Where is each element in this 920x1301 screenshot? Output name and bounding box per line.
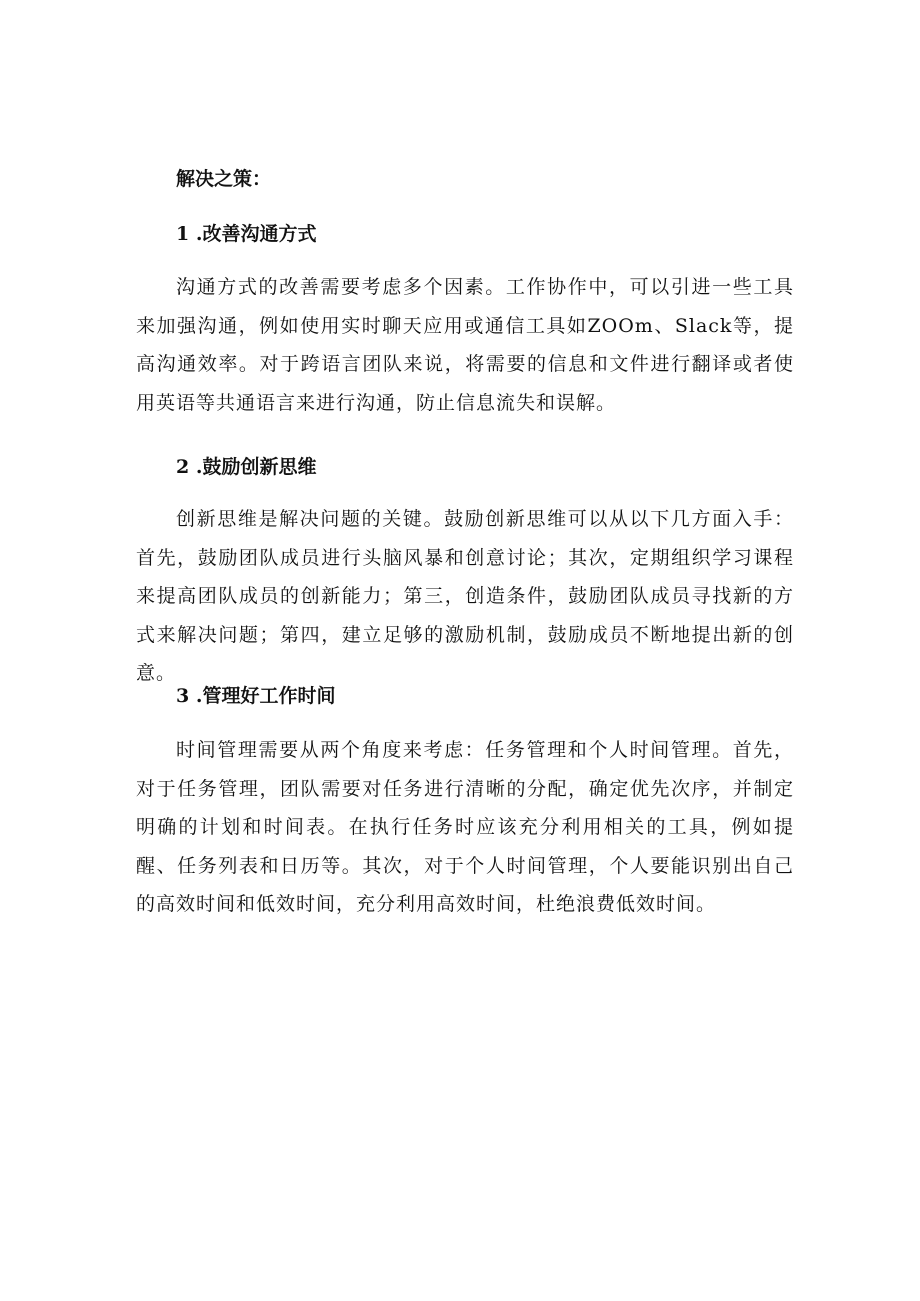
section-1-paragraph: 沟通方式的改善需要考虑多个因素。工作协作中，可以引进一些工具来加强沟通，例如使用实时聊天应用或通信工具如ZOOm、Slack等，提高沟通效率。对于跨语言团队来说，将需要的信息和文件进行翻译或者使用英语等共通语言来进行沟通，防止信息流失和误解。 [136, 276, 794, 414]
section-1-heading: 1 .改善沟通方式 [176, 223, 317, 245]
section-3-heading: 3 .管理好工作时间 [176, 685, 336, 707]
section-2-paragraph: 创新思维是解决问题的关键。鼓励创新思维可以从以下几方面入手：首先，鼓励团队成员进行头脑风暴和创意讨论；其次，定期组织学习课程来提高团队成员的创新能力；第三，创造条件，鼓励团队成员寻找新的方式来解决问题；第四，建立足够的激励机制，鼓励成员不断地提出新的创意。 [136, 508, 794, 685]
section-3-paragraph: 时间管理需要从两个角度来考虑：任务管理和个人时间管理。首先，对于任务管理，团队需要对任务进行清晰的分配，确定优先次序，并制定明确的计划和时间表。在执行任务时应该充分利用相关的工具，例如提醒、任务列表和日历等。其次，对于个人时间管理，个人要能识别出自己的高效时间和低效时间，充分利用高效时间，杜绝浪费低效时间。 [136, 739, 794, 916]
section-2-heading: 2 .鼓励创新思维 [176, 456, 317, 478]
intro-heading: 解决之策： [176, 168, 272, 190]
